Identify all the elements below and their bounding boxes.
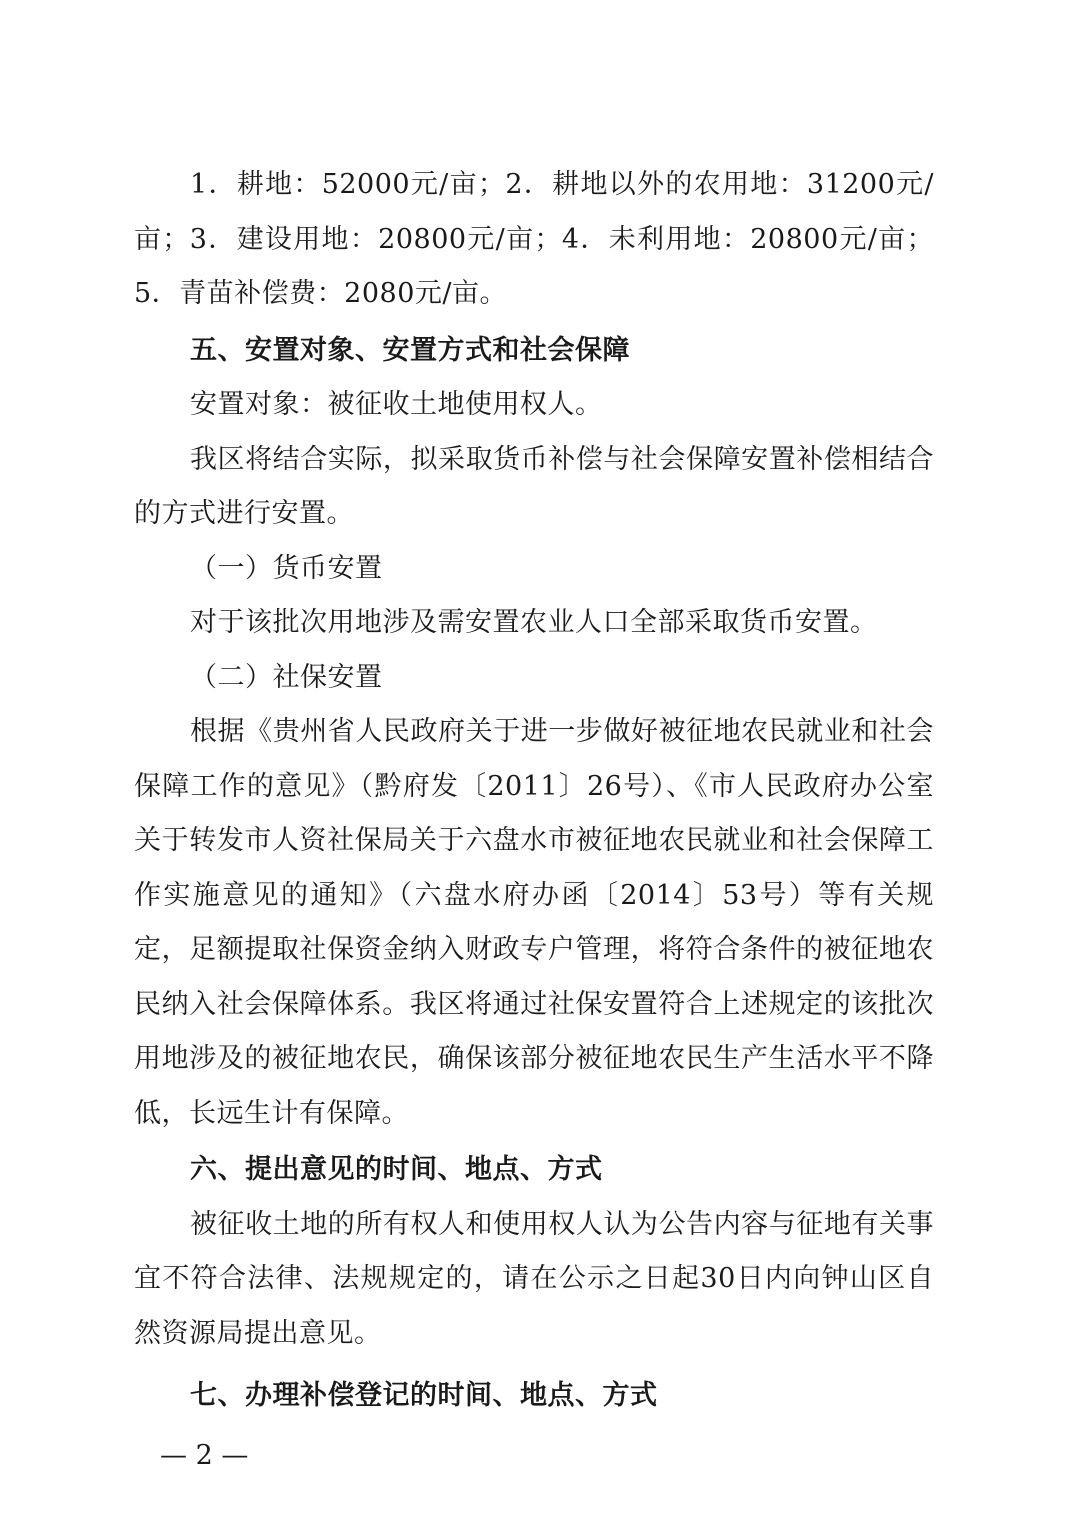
resettlement-method-paragraph: 我区将结合实际，拟采取货币补偿与社会保障安置补偿相结合的方式进行安置。 <box>134 443 934 529</box>
section-heading-7: 七、办理补偿登记的时间、地点、方式 <box>190 1380 658 1411</box>
page-number: — 2 — <box>160 1440 249 1471</box>
section-heading-6: 六、提出意见的时间、地点、方式 <box>190 1154 603 1185</box>
compensation-standards-paragraph: 1．耕地：52000元/亩；2．耕地以外的农用地：31200元/亩；3．建设用地：20800元/亩；4．未利用地：20800元/亩；5．青苗补偿费：2080元/亩。 <box>134 169 934 309</box>
social-security-paragraph: 根据《贵州省人民政府关于进一步做好被征地农民就业和社会保障工作的意见》（黔府发〔2011〕26号）、《市人民政府办公室关于转发市人资社保局关于六盘水市被征地农民就业和社会保障工作实施意见的通知》（六盘水府办函〔2014〕53号）等有关规定，足额提取社保资金纳入财政专户管理，将符合条件的被征地农民纳入社会保障体系。我区将通过社保安置符合上述规定的该批次用地涉及的被征地农民，确保该部分被征地农民生产生活水平不降低，长远生计有保障。 <box>134 716 934 1129</box>
subsection-heading-monetary: （一）货币安置 <box>190 552 383 584</box>
resettlement-target-paragraph: 安置对象：被征收土地使用权人。 <box>190 389 603 420</box>
opinion-submission-paragraph: 被征收土地的所有权人和使用权人认为公告内容与征地有关事宜不符合法律、法规规定的，请在公示之日起30日内向钟山区自然资源局提出意见。 <box>134 1208 934 1349</box>
monetary-resettlement-paragraph: 对于该批次用地涉及需安置农业人口全部采取货币安置。 <box>190 607 878 638</box>
document-body <box>134 158 934 1424</box>
subsection-heading-social-security: （二）社保安置 <box>190 661 383 693</box>
section-heading-5: 五、安置对象、安置方式和社会保障 <box>190 334 630 366</box>
